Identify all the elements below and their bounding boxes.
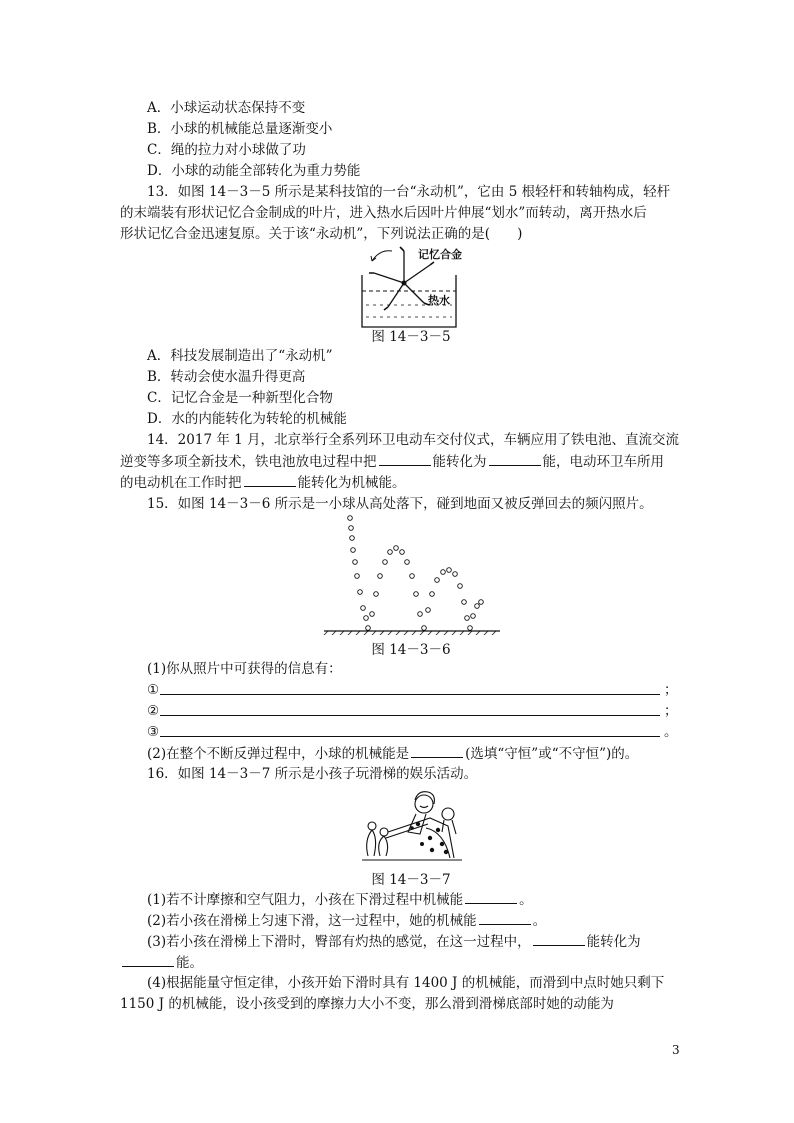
q15-item-2-marker: ② — [147, 703, 160, 719]
q16-sub-1-b: 。 — [519, 892, 533, 908]
q13-option-a: A．科技发展制造出了“永动机” — [147, 348, 333, 364]
figure-14-3-7-caption: 图 14－3－7 — [371, 872, 451, 888]
q14-line-3 — [120, 472, 406, 493]
q13-line-2: 的末端装有形状记忆合金制成的叶片，进入热水后因叶片伸展“划水”而转动，离开热水后 — [120, 205, 647, 221]
answer-blank — [411, 743, 463, 758]
q16-sub-3-continued — [120, 952, 203, 973]
q14-line-2-c: 能，电动环卫车所用 — [542, 454, 664, 470]
q12-option-c: C．绳的拉力对小球做了功 — [147, 142, 306, 158]
q14-line-3-a: 的电动机在工作时把 — [120, 475, 242, 491]
q14-line-1: 14．2017 年 1 月，北京举行全系列环卫电动车交付仪式，车辆应用了铁电池、直流交流 — [147, 432, 679, 448]
figure-14-3-5-caption: 图 14－3－5 — [371, 329, 451, 345]
q14-line-3-b: 能转化为机械能。 — [297, 475, 406, 491]
answer-blank — [122, 952, 174, 967]
answer-blank — [379, 451, 431, 466]
q14-line-2-b: 能转化为 — [432, 454, 487, 470]
page-number: 3 — [672, 1043, 680, 1057]
q13-option-c: C．记忆合金是一种新型化合物 — [147, 390, 333, 406]
answer-line — [160, 693, 660, 695]
q12-option-d: D．小球的动能全部转化为重力势能 — [147, 163, 361, 179]
q16-sub-2-a: (2)若小孩在滑梯上匀速下滑，这一过程中，她的机械能 — [147, 913, 477, 929]
slide-figure — [358, 784, 466, 864]
q16-sub-4-line-1: (4)根据能量守恒定律，小孩开始下滑时具有 1400 J 的机械能，而滑到中点时她只剩下 — [147, 975, 665, 991]
q13-option-b: B．转动会使水温升得更高 — [147, 369, 306, 385]
q16-sub-3-b: 能转化为 — [586, 934, 641, 950]
q16-sub-3-c: 能。 — [176, 955, 203, 971]
q15-sub-1: (1)你从照片中可获得的信息有： — [147, 661, 342, 677]
q15-item-2-semicolon: ； — [664, 703, 678, 719]
q16-sub-4-line-2: 1150 J 的机械能，设小孩受到的摩擦力大小不变，那么滑到滑梯底部时她的动能为 — [120, 996, 614, 1012]
q13-line-1: 13．如图 14－3－5 所示是某科技馆的一台“永动机”，它由 5 根轻杆和转轴构成，轻杆 — [147, 184, 671, 200]
q14-line-2 — [120, 451, 664, 472]
q14-line-2-a: 逆变等多项全新技术，铁电池放电过程中把 — [120, 454, 377, 470]
q16-sub-1 — [147, 889, 533, 910]
q15-sub-2 — [147, 743, 638, 764]
q15-sub-2-a: (2)在整个不断反弹过程中，小球的机械能是 — [147, 746, 410, 762]
figure-label-alloy: 记忆合金 — [418, 248, 462, 261]
figure-14-3-6-caption: 图 14－3－6 — [371, 642, 451, 658]
answer-line — [160, 735, 660, 737]
q15-sub-2-b: (选填“守恒”或“不守恒”)的。 — [465, 746, 639, 762]
q16-sub-3 — [147, 931, 641, 952]
q12-option-a: A．小球运动状态保持不变 — [147, 100, 306, 116]
answer-blank — [533, 931, 585, 946]
q15-item-3-period: 。 — [664, 724, 678, 740]
q16-line-1: 16．如图 14－3－7 所示是小孩子玩滑梯的娱乐活动。 — [147, 766, 478, 782]
q16-sub-2-b: 。 — [532, 913, 547, 929]
q16-sub-2 — [147, 910, 546, 931]
answer-blank — [479, 910, 531, 925]
answer-blank — [465, 889, 517, 904]
q15-line-1: 15．如图 14－3－6 所示是一小球从高处落下，碰到地面又被反弹回去的频闪照片。 — [147, 496, 653, 512]
q15-item-3-marker: ③ — [147, 724, 160, 740]
q13-option-d: D．水的内能转化为转轮的机械能 — [147, 411, 347, 427]
q13-line-3: 形状记忆合金迅速复原。关于该“永动机”，下列说法正确的是( ) — [120, 226, 523, 242]
answer-blank — [489, 451, 541, 466]
answer-blank — [244, 472, 296, 487]
figure-label-water: 热水 — [428, 294, 450, 307]
q16-sub-1-a: (1)若不计摩擦和空气阻力，小孩在下滑过程中机械能 — [147, 892, 464, 908]
q16-sub-3-a: (3)若小孩在滑梯上下滑时，臀部有灼热的感觉，在这一过程中， — [147, 934, 531, 950]
q12-option-b: B．小球的机械能总量逐渐变小 — [147, 121, 333, 137]
q15-item-1-marker: ① — [147, 682, 160, 698]
answer-line — [160, 714, 660, 716]
q15-item-1-semicolon: ； — [664, 682, 678, 698]
bouncing-ball-photo — [320, 510, 500, 635]
